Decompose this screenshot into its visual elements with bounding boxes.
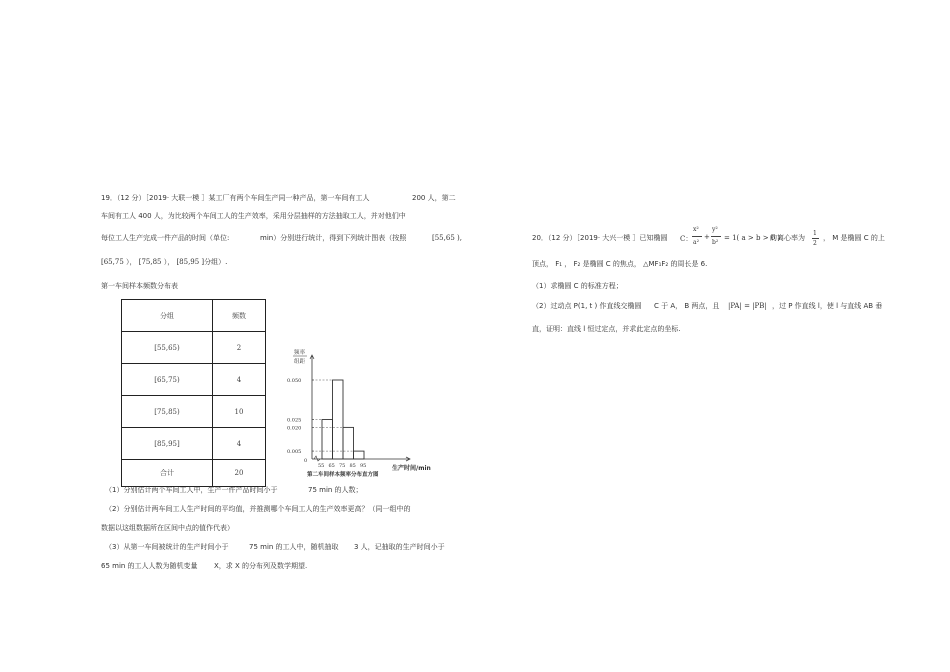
q19-line1b: 200 人，第二 [412,194,456,202]
q19-sub3a: （3）从第一车间被统计的生产时间小于 [105,543,229,551]
table-row [122,364,266,396]
q20-line1d: ， M 是椭圆 C 的上 [823,234,885,242]
q19-sub3d: 65 min 的工人人数为随机变量 [101,562,198,570]
q19-sub2a: （2）分别估计两车间工人生产时间的平均值，并推测哪个车间工人的生产效率更高？（同一组中的 [105,505,411,513]
q20-line2: 顶点， F₁ ， F₂ 是椭圆 C 的焦点， △MF₁F₂ 的周长是 6. [532,260,708,268]
cell-group: [85,95] [122,428,213,460]
ellipse-y2: y² [712,226,718,233]
ellipse-a2: a² [693,239,699,246]
q19-sub3e: X，求 X 的分布列及数学期望. [214,562,308,570]
q20-line1c: 的离心率为 [770,234,805,242]
axis-break-mark [314,456,320,461]
q19-line1a: 19．（12 分）［2019· 大联一模 ］某工厂有两个车间生产同一种产品，第一车间有工人 [101,194,370,202]
ellipse-c: C： [680,235,693,243]
q20-sub1: （1）求椭圆 C 的标准方程； [532,282,623,290]
pa-pb: |PA| = |PB| [728,302,767,310]
q20-sub2b: C 于 A， B 两点，且 [654,302,720,310]
eccentricity-fraction [812,230,820,250]
cell-total-label: 合计 [122,460,213,487]
table-header-row [122,300,266,332]
q20-sub2d: 直，证明：直线 l 恒过定点，并求此定点的坐标. [532,325,681,333]
histogram-chart [285,346,450,481]
cell-group: [65,75) [122,364,213,396]
fraction-bar [711,236,721,237]
q19-line3b: min）分别进行统计，得到下列统计图表（按照 [260,234,407,242]
cell-group: [75,85) [122,396,213,428]
x-tick-label: 75 [339,463,346,469]
y-axis-label-top: 频率 [294,350,306,356]
histogram-bar [333,380,344,459]
cell-freq: 2 [213,332,266,364]
frequency-table [121,299,266,487]
x-axis-label: 生产时间/min [392,465,431,472]
ellipse-b2: b² [712,239,719,246]
x-tick-label: 85 [349,463,356,469]
origin-label: 0 [304,458,308,464]
cell-group: [55,65) [122,332,213,364]
y-tick-label: 0.025 [287,417,302,424]
x-tick-label: 65 [328,463,335,469]
fraction-bar [692,236,702,237]
header-freq: 频数 [213,300,266,332]
histogram-bar [343,427,354,459]
histogram-bar [322,420,333,460]
q19-sub3c: 3 人，记抽取的生产时间小于 [354,543,445,551]
q19-line2: 车间有工人 400 人，为比较两个车间工人的生产效率，采用分层抽样的方法抽取工人，并对他们中 [101,212,406,220]
table-row [122,396,266,428]
table-total-row [122,460,266,487]
ecc-num: 1 [813,230,817,237]
chart-title: 第二车间样本频率分布直方图 [307,472,379,478]
cell-total-freq: 20 [213,460,266,487]
ellipse-rest: = 1( a > b > 0 ) [724,234,781,242]
q20-sub2a: （2）过动点 P(1, t ) 作直线交椭圆 [532,302,642,310]
q19-line3c: [55,65 ), [432,234,462,242]
cell-freq: 4 [213,428,266,460]
cell-freq: 4 [213,364,266,396]
ellipse-x2: x² [693,226,699,233]
x-tick-label: 95 [360,463,367,469]
q20-line1a: 20．（12 分）［2019· 大兴一模 ］已知椭圆 [532,234,668,242]
q19-line3a: 每位工人生产完成一件产品的时间（单位: [101,234,230,242]
q19-sub3b: 75 min 的工人中，随机抽取 [249,543,339,551]
q19-sub1a: （1）分别估计两个车间工人中，生产一件产品时间小于 [105,486,278,494]
table-title: 第一车间样本频数分布表 [101,282,178,290]
q19-sub1b: 75 min 的人数； [308,486,363,494]
q19-line4: [65,75 ）， [75,85 ）， [85,95 ]分组）. [101,258,228,266]
y-tick-label: 0.020 [287,425,302,432]
q20-sub2c: ，过 P 作直线 l，使 l 与直线 AB 垂 [772,302,883,310]
table-row [122,428,266,460]
fraction-bar [812,238,819,239]
ecc-den: 2 [813,240,817,247]
table-row [122,332,266,364]
x-tick-label: 55 [318,463,325,469]
y-axis-label-bottom: 组距 [294,359,306,365]
ellipse-plus: + [704,233,710,241]
y-tick-label: 0.050 [287,378,302,384]
q19-sub2b: 数据以这组数据所在区间中点的值作代表） [101,524,234,532]
cell-freq: 10 [213,396,266,428]
y-tick-label: 0.005 [287,449,302,456]
histogram-bar [354,451,365,459]
header-group: 分组 [122,300,213,332]
